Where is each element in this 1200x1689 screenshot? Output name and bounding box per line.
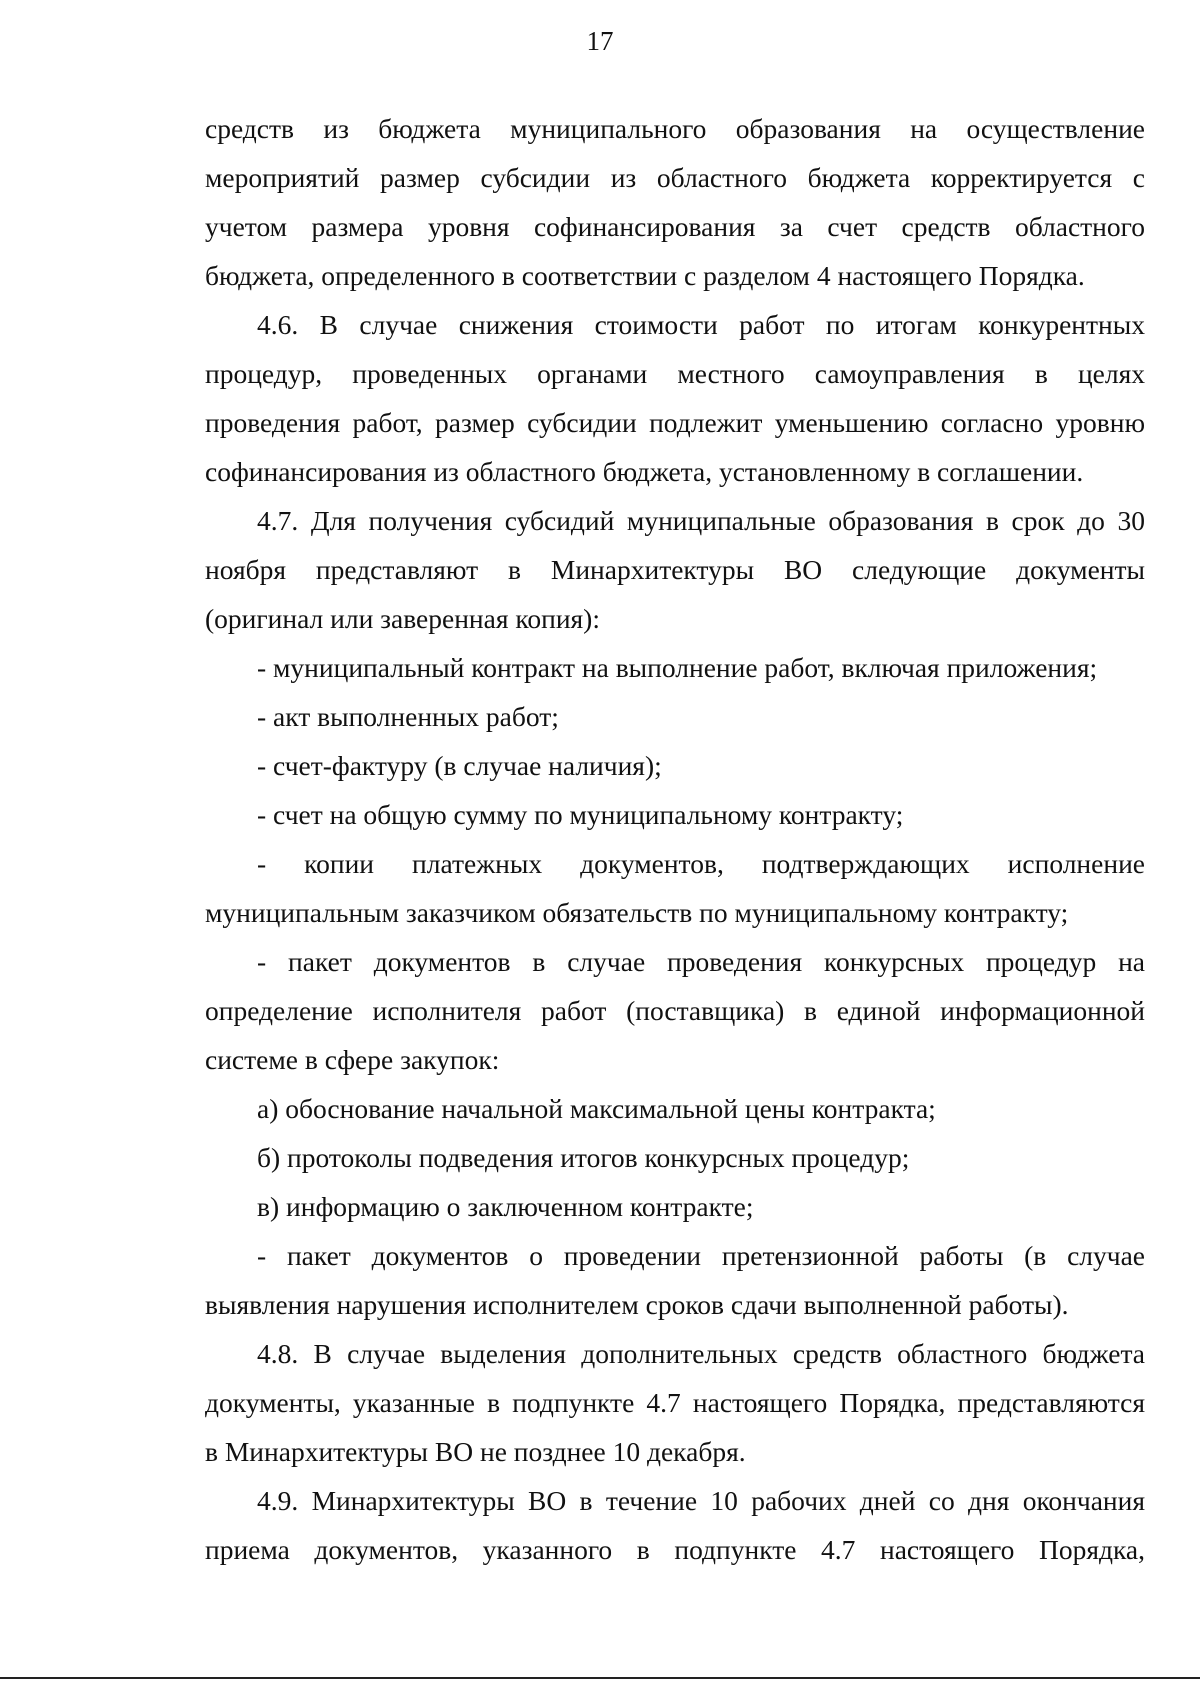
text-line: процедур, проведенных органами местного самоуправления в целях: [205, 358, 1145, 389]
text-line: 4.8. В случае выделения дополнительных средств областного бюджета: [257, 1338, 1145, 1369]
text-line: 4.9. Минархитектуры ВО в течение 10 рабочих дней со дня окончания: [257, 1485, 1145, 1516]
text-line: приема документов, указанного в подпункте 4.7 настоящего Порядка,: [205, 1534, 1145, 1565]
text-line: - счет-фактуру (в случае наличия);: [257, 750, 662, 781]
page-bottom-rule: [0, 1677, 1200, 1679]
page-number: 17: [586, 26, 614, 56]
text-line: определение исполнителя работ (поставщика) в единой информационной: [205, 995, 1145, 1026]
text-line: муниципальным заказчиком обязательств по муниципальному контракту;: [205, 897, 1069, 928]
text-line: в) информацию о заключенном контракте;: [257, 1191, 754, 1222]
text-line: - пакет документов в случае проведения конкурсных процедур на: [257, 946, 1145, 977]
text-line: - копии платежных документов, подтверждающих исполнение: [257, 848, 1145, 879]
text-line: выявления нарушения исполнителем сроков сдачи выполненной работы).: [205, 1289, 1069, 1320]
text-line: ноября представляют в Минархитектуры ВО следующие документы: [205, 554, 1145, 585]
text-line: (оригинал или заверенная копия):: [205, 603, 600, 634]
text-line: средств из бюджета муниципального образования на осуществление: [205, 113, 1145, 144]
text-line: мероприятий размер субсидии из областного бюджета корректируется с: [205, 162, 1145, 193]
text-line: в Минархитектуры ВО не позднее 10 декабря.: [205, 1436, 746, 1467]
text-line: - пакет документов о проведении претензионной работы (в случае: [257, 1240, 1145, 1271]
text-line: - акт выполненных работ;: [257, 701, 559, 732]
text-line: 4.7. Для получения субсидий муниципальные образования в срок до 30: [257, 505, 1145, 536]
text-line: б) протоколы подведения итогов конкурсных процедур;: [257, 1142, 910, 1173]
text-line: проведения работ, размер субсидии подлежит уменьшению согласно уровню: [205, 407, 1145, 438]
text-line: - муниципальный контракт на выполнение работ, включая приложения;: [257, 652, 1098, 683]
text-line: документы, указанные в подпункте 4.7 настоящего Порядка, представляются: [205, 1387, 1145, 1418]
text-line: а) обоснование начальной максимальной цены контракта;: [257, 1093, 936, 1124]
document-body: [205, 104, 1145, 1574]
text-line: бюджета, определенного в соответствии с разделом 4 настоящего Порядка.: [205, 260, 1085, 291]
text-line: системе в сфере закупок:: [205, 1044, 500, 1075]
text-line: учетом размера уровня софинансирования за счет средств областного: [205, 211, 1145, 242]
text-line: софинансирования из областного бюджета, установленному в соглашении.: [205, 456, 1084, 487]
text-line: 4.6. В случае снижения стоимости работ по итогам конкурентных: [257, 309, 1145, 340]
text-line: - счет на общую сумму по муниципальному контракту;: [257, 799, 904, 830]
